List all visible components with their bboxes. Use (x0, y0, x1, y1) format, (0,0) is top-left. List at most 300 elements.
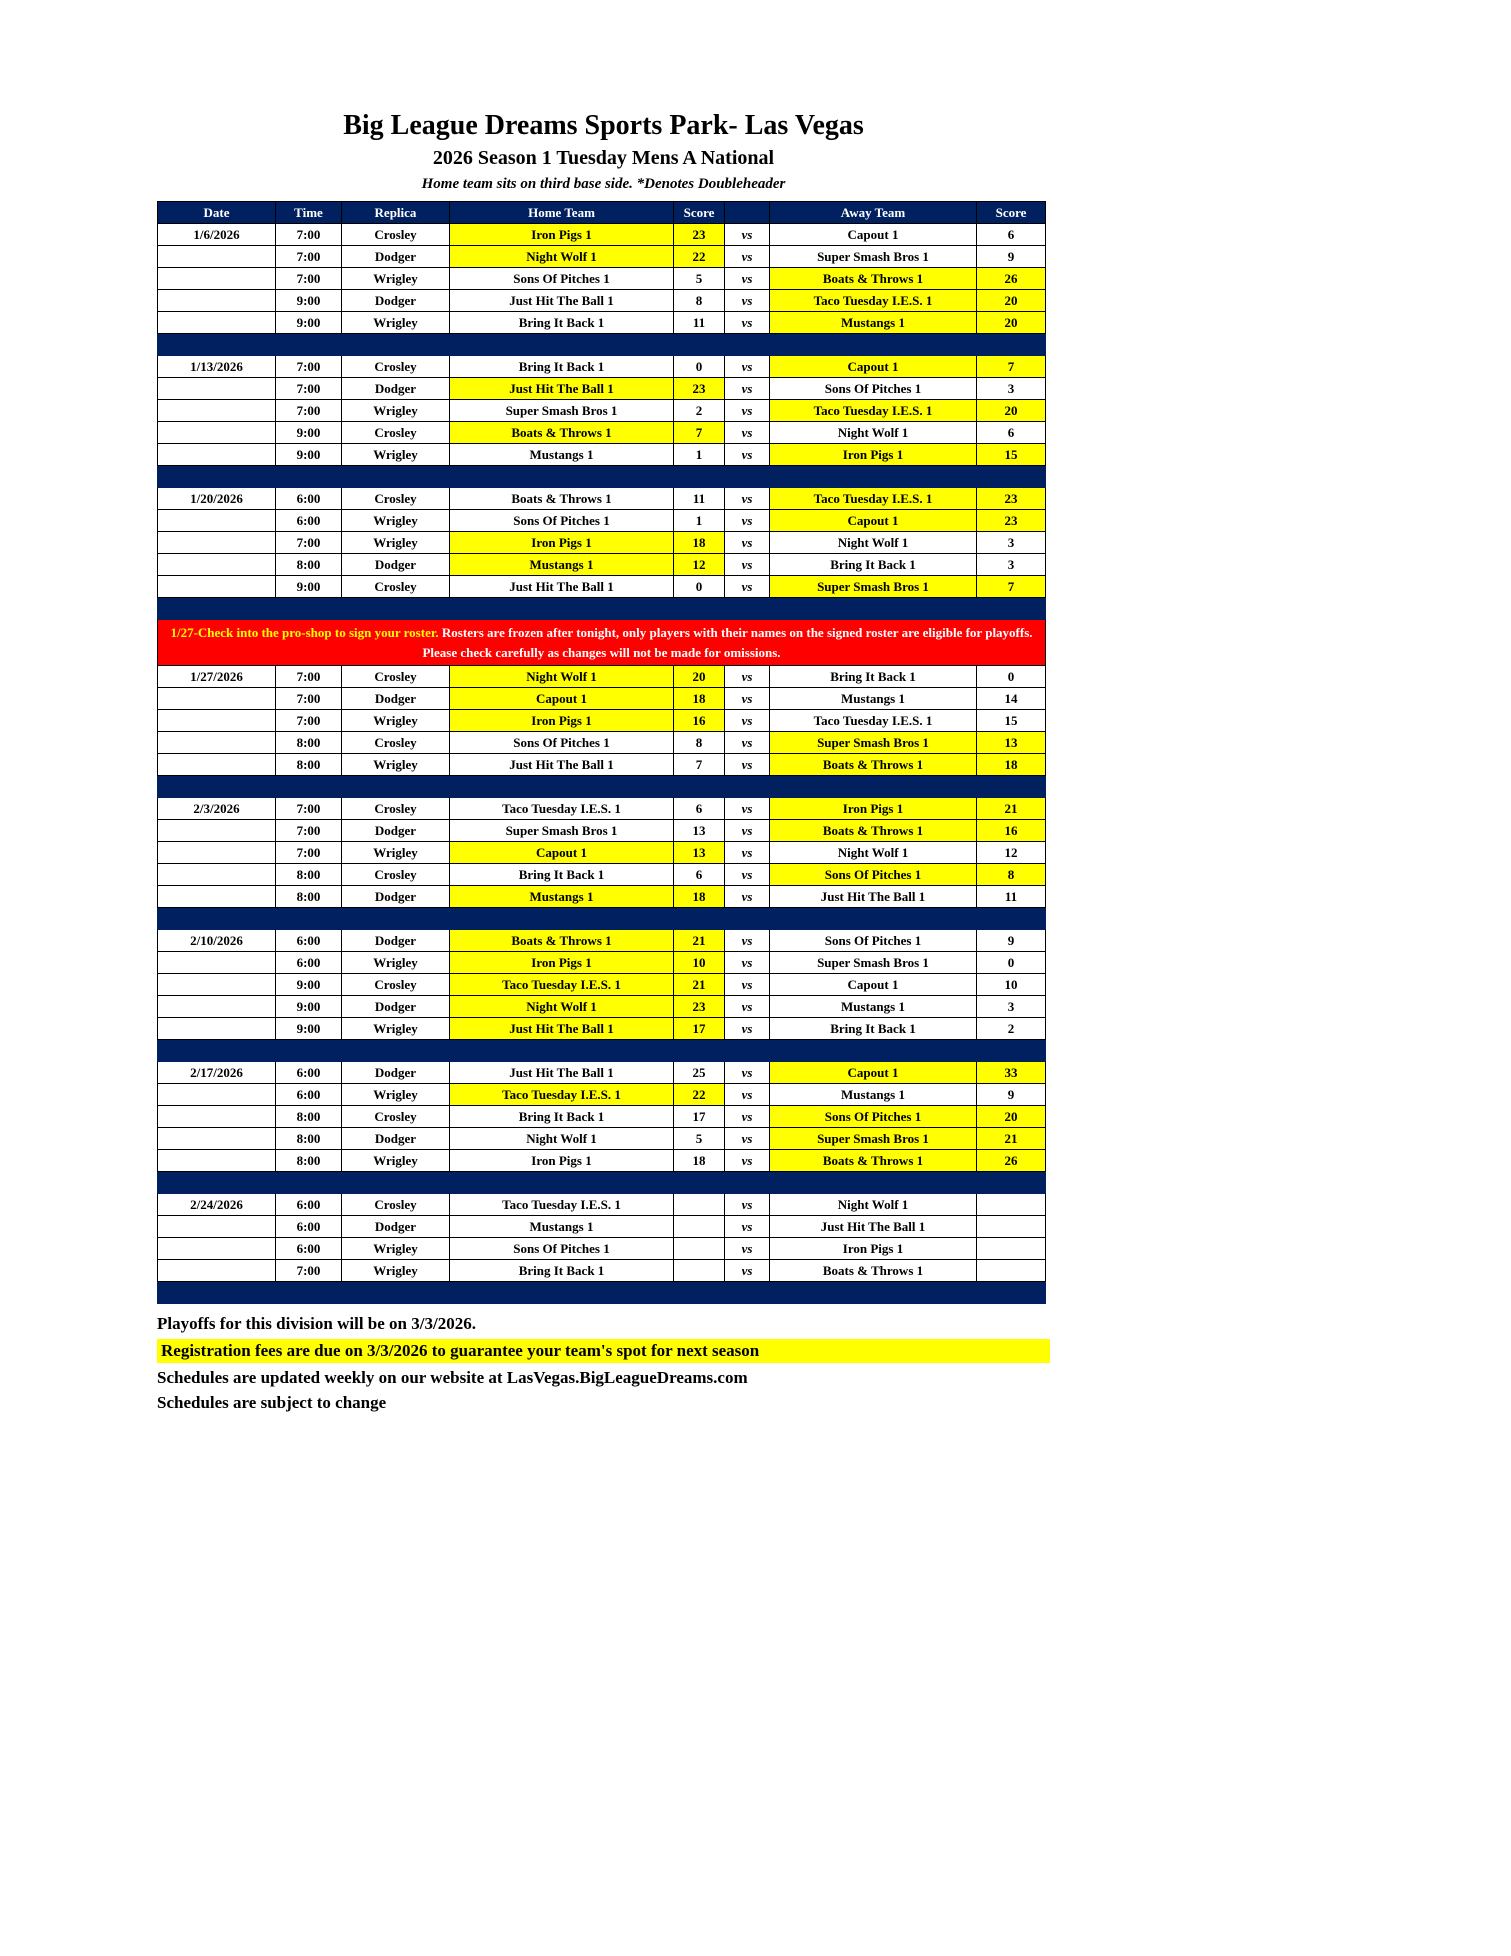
home-score-cell: 12 (674, 554, 725, 576)
game-row (158, 688, 1046, 710)
away-score-cell: 3 (977, 378, 1046, 400)
time-cell: 6:00 (276, 1084, 342, 1106)
game-row (158, 732, 1046, 754)
date-cell (158, 1238, 276, 1260)
away-team-cell: Taco Tuesday I.E.S. 1 (770, 488, 977, 510)
game-row (158, 798, 1046, 820)
date-cell: 1/13/2026 (158, 356, 276, 378)
away-score-cell: 11 (977, 886, 1046, 908)
away-team-cell: Boats & Throws 1 (770, 268, 977, 290)
home-team-cell: Iron Pigs 1 (450, 532, 674, 554)
home-team-cell: Taco Tuesday I.E.S. 1 (450, 798, 674, 820)
home-team-cell: Mustangs 1 (450, 1216, 674, 1238)
date-cell (158, 1260, 276, 1282)
time-cell: 6:00 (276, 488, 342, 510)
game-row (158, 1084, 1046, 1106)
date-cell: 2/24/2026 (158, 1194, 276, 1216)
replica-cell: Wrigley (342, 710, 450, 732)
vs-cell: vs (725, 1260, 770, 1282)
home-score-cell: 23 (674, 378, 725, 400)
home-team-cell: Taco Tuesday I.E.S. 1 (450, 974, 674, 996)
home-team-cell: Taco Tuesday I.E.S. 1 (450, 1084, 674, 1106)
away-team-cell: Boats & Throws 1 (770, 1260, 977, 1282)
vs-cell: vs (725, 798, 770, 820)
replica-cell: Wrigley (342, 842, 450, 864)
vs-cell: vs (725, 532, 770, 554)
away-score-cell: 9 (977, 1084, 1046, 1106)
game-row (158, 1106, 1046, 1128)
separator-cell (158, 334, 1046, 356)
home-score-cell: 7 (674, 422, 725, 444)
home-team-cell: Mustangs 1 (450, 886, 674, 908)
away-score-cell (977, 1238, 1046, 1260)
page-subtitle: 2026 Season 1 Tuesday Mens A National (432, 147, 775, 170)
vs-cell: vs (725, 886, 770, 908)
replica-cell: Wrigley (342, 1084, 450, 1106)
vs-cell: vs (725, 576, 770, 598)
away-team-cell: Just Hit The Ball 1 (770, 1216, 977, 1238)
away-score-cell (977, 1194, 1046, 1216)
home-team-cell: Bring It Back 1 (450, 1260, 674, 1282)
time-cell: 9:00 (276, 444, 342, 466)
replica-cell: Crosley (342, 1194, 450, 1216)
date-cell (158, 1150, 276, 1172)
away-team-cell: Night Wolf 1 (770, 422, 977, 444)
home-team-cell: Just Hit The Ball 1 (450, 290, 674, 312)
schedule-table (157, 201, 1046, 1304)
home-score-cell: 5 (674, 1128, 725, 1150)
vs-cell: vs (725, 444, 770, 466)
date-cell (158, 1018, 276, 1040)
home-score-cell: 13 (674, 820, 725, 842)
vs-cell: vs (725, 996, 770, 1018)
footer-notes (157, 1314, 1050, 1413)
date-cell (158, 422, 276, 444)
home-score-cell: 11 (674, 312, 725, 334)
date-cell (158, 1084, 276, 1106)
away-score-cell (977, 1216, 1046, 1238)
date-cell: 2/10/2026 (158, 930, 276, 952)
vs-cell: vs (725, 1084, 770, 1106)
time-cell: 8:00 (276, 886, 342, 908)
away-score-cell: 3 (977, 554, 1046, 576)
away-team-cell: Just Hit The Ball 1 (770, 886, 977, 908)
replica-cell: Crosley (342, 224, 450, 246)
home-team-cell: Iron Pigs 1 (450, 952, 674, 974)
vs-cell: vs (725, 312, 770, 334)
announcement-highlight-text: 1/27-Check into the pro-shop to sign your roster. (170, 625, 439, 641)
date-cell (158, 378, 276, 400)
away-team-cell: Capout 1 (770, 510, 977, 532)
time-cell: 7:00 (276, 224, 342, 246)
away-score-cell: 23 (977, 510, 1046, 532)
time-cell: 7:00 (276, 268, 342, 290)
game-row (158, 996, 1046, 1018)
away-score-cell: 21 (977, 1128, 1046, 1150)
vs-cell: vs (725, 224, 770, 246)
away-score-cell: 14 (977, 688, 1046, 710)
replica-cell: Dodger (342, 930, 450, 952)
game-row (158, 710, 1046, 732)
away-score-cell: 10 (977, 974, 1046, 996)
replica-cell: Dodger (342, 246, 450, 268)
separator-cell (158, 1282, 1046, 1304)
vs-cell: vs (725, 1238, 770, 1260)
away-score-cell: 26 (977, 268, 1046, 290)
away-team-cell: Night Wolf 1 (770, 842, 977, 864)
home-score-cell: 5 (674, 268, 725, 290)
separator-row (158, 334, 1046, 356)
playoffs-note: Playoffs for this division will be on 3/3/2026. (157, 1314, 476, 1334)
time-cell: 7:00 (276, 688, 342, 710)
vs-cell: vs (725, 710, 770, 732)
away-score-cell: 33 (977, 1062, 1046, 1084)
home-score-cell: 1 (674, 444, 725, 466)
away-team-cell: Mustangs 1 (770, 996, 977, 1018)
vs-cell: vs (725, 974, 770, 996)
away-score-cell: 9 (977, 930, 1046, 952)
away-team-cell: Boats & Throws 1 (770, 1150, 977, 1172)
game-row (158, 754, 1046, 776)
date-cell: 2/17/2026 (158, 1062, 276, 1084)
game-row (158, 224, 1046, 246)
time-cell: 8:00 (276, 754, 342, 776)
home-team-cell: Sons Of Pitches 1 (450, 268, 674, 290)
home-score-cell: 17 (674, 1018, 725, 1040)
vs-cell: vs (725, 268, 770, 290)
col-header-date: Date (158, 202, 276, 224)
home-team-cell: Bring It Back 1 (450, 864, 674, 886)
date-cell (158, 444, 276, 466)
replica-cell: Dodger (342, 820, 450, 842)
home-team-cell: Iron Pigs 1 (450, 1150, 674, 1172)
game-row (158, 1062, 1046, 1084)
home-score-cell: 22 (674, 1084, 725, 1106)
away-team-cell: Mustangs 1 (770, 1084, 977, 1106)
away-team-cell: Sons Of Pitches 1 (770, 864, 977, 886)
date-cell (158, 820, 276, 842)
home-score-cell: 6 (674, 798, 725, 820)
time-cell: 7:00 (276, 1260, 342, 1282)
separator-row (158, 776, 1046, 798)
date-cell (158, 974, 276, 996)
registration-note: Registration fees are due on 3/3/2026 to guarantee your team's spot for next season (157, 1339, 1050, 1363)
col-header-vs (725, 202, 770, 224)
away-team-cell: Night Wolf 1 (770, 1194, 977, 1216)
home-score-cell: 18 (674, 688, 725, 710)
date-cell: 1/27/2026 (158, 666, 276, 688)
home-team-cell: Capout 1 (450, 688, 674, 710)
away-score-cell: 20 (977, 400, 1046, 422)
time-cell: 7:00 (276, 820, 342, 842)
game-row (158, 864, 1046, 886)
game-row (158, 666, 1046, 688)
away-score-cell (977, 1260, 1046, 1282)
away-score-cell: 20 (977, 1106, 1046, 1128)
home-score-cell: 18 (674, 886, 725, 908)
home-score-cell: 0 (674, 576, 725, 598)
time-cell: 8:00 (276, 1150, 342, 1172)
separator-cell (158, 466, 1046, 488)
away-score-cell: 3 (977, 996, 1046, 1018)
home-score-cell: 8 (674, 732, 725, 754)
col-header-away-team: Away Team (770, 202, 977, 224)
away-team-cell: Super Smash Bros 1 (770, 576, 977, 598)
date-cell (158, 886, 276, 908)
time-cell: 7:00 (276, 842, 342, 864)
away-team-cell: Super Smash Bros 1 (770, 732, 977, 754)
replica-cell: Dodger (342, 996, 450, 1018)
time-cell: 8:00 (276, 1128, 342, 1150)
vs-cell: vs (725, 688, 770, 710)
replica-cell: Wrigley (342, 268, 450, 290)
replica-cell: Wrigley (342, 444, 450, 466)
replica-cell: Crosley (342, 732, 450, 754)
separator-cell (158, 776, 1046, 798)
vs-cell: vs (725, 732, 770, 754)
time-cell: 9:00 (276, 422, 342, 444)
replica-cell: Dodger (342, 290, 450, 312)
home-score-cell: 18 (674, 1150, 725, 1172)
home-team-cell: Sons Of Pitches 1 (450, 732, 674, 754)
away-score-cell: 18 (977, 754, 1046, 776)
game-row (158, 378, 1046, 400)
away-team-cell: Sons Of Pitches 1 (770, 1106, 977, 1128)
content-area (157, 0, 1050, 1418)
vs-cell: vs (725, 356, 770, 378)
home-score-cell: 22 (674, 246, 725, 268)
home-team-cell: Iron Pigs 1 (450, 710, 674, 732)
time-cell: 7:00 (276, 798, 342, 820)
away-team-cell: Mustangs 1 (770, 312, 977, 334)
time-cell: 9:00 (276, 996, 342, 1018)
date-cell (158, 842, 276, 864)
separator-row (158, 1040, 1046, 1062)
home-team-cell: Bring It Back 1 (450, 1106, 674, 1128)
time-cell: 8:00 (276, 732, 342, 754)
vs-cell: vs (725, 820, 770, 842)
away-team-cell: Sons Of Pitches 1 (770, 378, 977, 400)
game-row (158, 246, 1046, 268)
date-cell (158, 996, 276, 1018)
away-team-cell: Super Smash Bros 1 (770, 952, 977, 974)
home-team-cell: Boats & Throws 1 (450, 930, 674, 952)
vs-cell: vs (725, 1150, 770, 1172)
home-team-cell: Bring It Back 1 (450, 312, 674, 334)
home-score-cell: 25 (674, 1062, 725, 1084)
date-cell (158, 952, 276, 974)
away-team-cell: Super Smash Bros 1 (770, 246, 977, 268)
time-cell: 6:00 (276, 930, 342, 952)
home-score-cell: 18 (674, 532, 725, 554)
replica-cell: Wrigley (342, 1238, 450, 1260)
home-score-cell: 16 (674, 710, 725, 732)
away-score-cell: 0 (977, 666, 1046, 688)
replica-cell: Wrigley (342, 754, 450, 776)
replica-cell: Crosley (342, 798, 450, 820)
home-team-note: Home team sits on third base side. *Denotes Doubleheader (421, 176, 786, 193)
away-score-cell: 16 (977, 820, 1046, 842)
home-team-cell: Just Hit The Ball 1 (450, 754, 674, 776)
vs-cell: vs (725, 864, 770, 886)
home-team-cell: Night Wolf 1 (450, 1128, 674, 1150)
time-cell: 6:00 (276, 1216, 342, 1238)
date-cell (158, 732, 276, 754)
vs-cell: vs (725, 1062, 770, 1084)
home-score-cell: 23 (674, 224, 725, 246)
home-team-cell: Sons Of Pitches 1 (450, 1238, 674, 1260)
game-row (158, 576, 1046, 598)
away-score-cell: 23 (977, 488, 1046, 510)
vs-cell: vs (725, 554, 770, 576)
page-title: Big League Dreams Sports Park- Las Vegas (343, 110, 864, 141)
away-team-cell: Boats & Throws 1 (770, 754, 977, 776)
separator-cell (158, 1172, 1046, 1194)
vs-cell: vs (725, 290, 770, 312)
replica-cell: Dodger (342, 688, 450, 710)
away-score-cell: 15 (977, 710, 1046, 732)
game-row (158, 1194, 1046, 1216)
home-score-cell: 21 (674, 930, 725, 952)
replica-cell: Dodger (342, 1062, 450, 1084)
home-team-cell: Mustangs 1 (450, 444, 674, 466)
away-score-cell: 6 (977, 422, 1046, 444)
game-row (158, 356, 1046, 378)
home-score-cell: 11 (674, 488, 725, 510)
replica-cell: Dodger (342, 1216, 450, 1238)
away-score-cell: 12 (977, 842, 1046, 864)
game-row (158, 1128, 1046, 1150)
game-row (158, 974, 1046, 996)
home-team-cell: Just Hit The Ball 1 (450, 1062, 674, 1084)
time-cell: 9:00 (276, 290, 342, 312)
home-score-cell: 20 (674, 666, 725, 688)
col-header-replica: Replica (342, 202, 450, 224)
home-score-cell: 8 (674, 290, 725, 312)
vs-cell: vs (725, 666, 770, 688)
separator-cell (158, 1040, 1046, 1062)
home-score-cell: 2 (674, 400, 725, 422)
replica-cell: Crosley (342, 1106, 450, 1128)
time-cell: 6:00 (276, 952, 342, 974)
date-cell (158, 246, 276, 268)
game-row (158, 842, 1046, 864)
away-team-cell: Taco Tuesday I.E.S. 1 (770, 400, 977, 422)
away-team-cell: Mustangs 1 (770, 688, 977, 710)
header-row (158, 202, 1046, 224)
vs-cell: vs (725, 1106, 770, 1128)
away-score-cell: 7 (977, 576, 1046, 598)
game-row (158, 422, 1046, 444)
home-team-cell: Night Wolf 1 (450, 666, 674, 688)
home-team-cell: Just Hit The Ball 1 (450, 1018, 674, 1040)
away-team-cell: Bring It Back 1 (770, 554, 977, 576)
home-team-cell: Super Smash Bros 1 (450, 820, 674, 842)
game-row (158, 1260, 1046, 1282)
home-team-cell: Boats & Throws 1 (450, 422, 674, 444)
home-score-cell: 7 (674, 754, 725, 776)
replica-cell: Wrigley (342, 312, 450, 334)
game-row (158, 510, 1046, 532)
announcement-body-text: Rosters are frozen after tonight, only players with their names on the signed roster are eligible for playoffs. Please check carefully as changes will not be made for omissions. (422, 625, 1033, 660)
game-row (158, 400, 1046, 422)
time-cell: 9:00 (276, 312, 342, 334)
away-team-cell: Iron Pigs 1 (770, 444, 977, 466)
home-team-cell: Just Hit The Ball 1 (450, 576, 674, 598)
date-cell (158, 1216, 276, 1238)
date-cell (158, 754, 276, 776)
separator-row (158, 466, 1046, 488)
away-score-cell: 3 (977, 532, 1046, 554)
away-team-cell: Taco Tuesday I.E.S. 1 (770, 290, 977, 312)
time-cell: 7:00 (276, 400, 342, 422)
away-score-cell: 2 (977, 1018, 1046, 1040)
date-cell (158, 1106, 276, 1128)
date-cell (158, 400, 276, 422)
time-cell: 6:00 (276, 1238, 342, 1260)
col-header-away-score: Score (977, 202, 1046, 224)
away-score-cell: 13 (977, 732, 1046, 754)
game-row (158, 1216, 1046, 1238)
time-cell: 6:00 (276, 1194, 342, 1216)
away-score-cell: 26 (977, 1150, 1046, 1172)
time-cell: 7:00 (276, 246, 342, 268)
home-team-cell: Capout 1 (450, 842, 674, 864)
time-cell: 7:00 (276, 356, 342, 378)
home-team-cell: Bring It Back 1 (450, 356, 674, 378)
replica-cell: Crosley (342, 666, 450, 688)
col-header-home-team: Home Team (450, 202, 674, 224)
col-header-home-score: Score (674, 202, 725, 224)
away-team-cell: Sons Of Pitches 1 (770, 930, 977, 952)
date-cell (158, 688, 276, 710)
home-score-cell: 0 (674, 356, 725, 378)
replica-cell: Crosley (342, 488, 450, 510)
vs-cell: vs (725, 842, 770, 864)
away-team-cell: Capout 1 (770, 356, 977, 378)
replica-cell: Dodger (342, 886, 450, 908)
away-score-cell: 0 (977, 952, 1046, 974)
replica-cell: Wrigley (342, 1260, 450, 1282)
away-team-cell: Boats & Throws 1 (770, 820, 977, 842)
game-row (158, 290, 1046, 312)
date-cell (158, 1128, 276, 1150)
home-team-cell: Night Wolf 1 (450, 996, 674, 1018)
home-score-cell: 13 (674, 842, 725, 864)
game-row (158, 532, 1046, 554)
replica-cell: Wrigley (342, 510, 450, 532)
vs-cell: vs (725, 930, 770, 952)
game-row (158, 820, 1046, 842)
replica-cell: Crosley (342, 576, 450, 598)
home-team-cell: Night Wolf 1 (450, 246, 674, 268)
replica-cell: Wrigley (342, 952, 450, 974)
subject-to-change-note: Schedules are subject to change (157, 1393, 387, 1413)
date-cell (158, 554, 276, 576)
date-cell: 1/20/2026 (158, 488, 276, 510)
replica-cell: Wrigley (342, 532, 450, 554)
vs-cell: vs (725, 1018, 770, 1040)
date-cell (158, 710, 276, 732)
time-cell: 6:00 (276, 510, 342, 532)
schedule-table-body (158, 224, 1046, 1304)
announcement-row (158, 620, 1046, 666)
away-score-cell: 6 (977, 224, 1046, 246)
announcement-cell (158, 620, 1046, 666)
time-cell: 6:00 (276, 1062, 342, 1084)
game-row (158, 268, 1046, 290)
home-team-cell: Boats & Throws 1 (450, 488, 674, 510)
